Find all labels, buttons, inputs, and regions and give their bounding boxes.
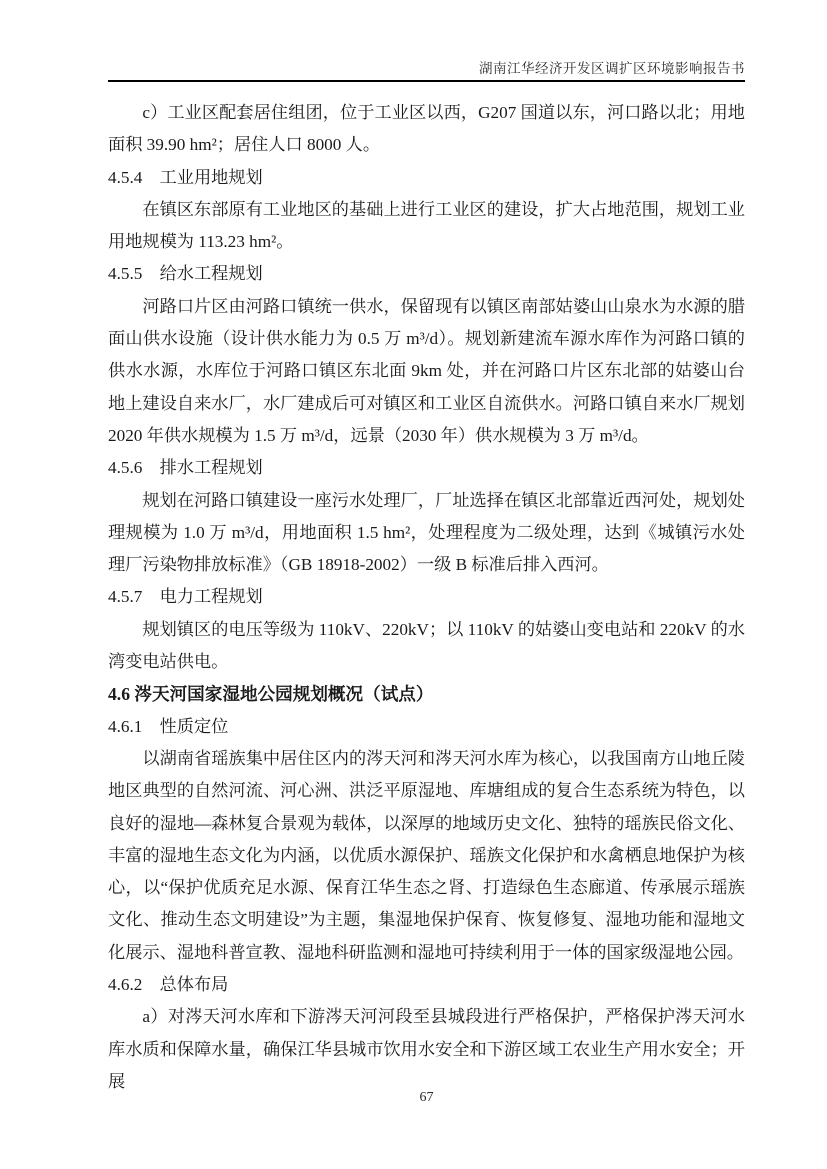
paragraph-residential-cluster: c）工业区配套居住组团，位于工业区以西，G207 国道以东，河口路以北；用地面积 39.90 hm²；居住人口 8000 人。: [108, 103, 745, 155]
paragraph-power: 规划镇区的电压等级为 110kV、220kV；以 110kV 的姑婆山变电站和 220kV 的水湾变电站供电。: [108, 619, 745, 672]
paragraph-water-supply: 河路口片区由河路口镇统一供水，保留现有以镇区南部姑婆山山泉水为水源的腊面山供水设施（设计供水能力为 0.5 万 m³/d）。规划新建流车源水库作为河路口镇的供水水源，水库位于河路口镇区东北面 9km 处，并在河路口片区东北部的姑婆山台地上建设自来水厂，水厂建成后可对镇区和工业区自流供水。河路口镇自来水厂规划 2020 年供水规模为 1.5 万 m³/d，远景（2030 年）供水规模为 3 万 m³/d。: [108, 296, 745, 445]
heading-4-6-1-positioning: 4.6.1 性质定位: [108, 716, 229, 736]
paragraph-layout: a）对涔天河水库和下游涔天河河段至县城段进行严格保护，严格保护涔天河水库水质和保障水量，确保江华县城市饮用水安全和下游区域工农业生产用水安全；开展: [108, 1007, 745, 1091]
heading-4-6-wetland-park: 4.6 涔天河国家湿地公园规划概况（试点）: [108, 684, 434, 705]
heading-4-6-2-layout: 4.6.2 总体布局: [108, 975, 229, 995]
page-number: 67: [419, 1090, 434, 1105]
paragraph-positioning: 以湖南省瑶族集中居住区内的涔天河和涔天河水库为核心，以我国南方山地丘陵地区典型的自然河流、河心洲、洪泛平原湿地、库塘组成的复合生态系统为特色，以良好的湿地—森林复合景观为载体，以深厚的地域历史文化、独特的瑶族民俗文化、丰富的湿地生态文化为内涵，以优质水源保护、瑶族文化保护和水禽栖息地保护为核心，以“保护优质充足水源、保育江华生态之肾、打造绿色生态廊道、传承展示瑶族文化、推动生态文明建设”为主题，集湿地保护保育、恢复修复、湿地功能和湿地文化展示、湿地科普宣教、湿地科研监测和湿地可持续利用于一体的国家级湿地公园。: [108, 748, 745, 962]
header-rule: [108, 80, 745, 82]
paragraph-industrial-land: 在镇区东部原有工业地区的基础上进行工业区的建设，扩大占地范围，规划工业用地规模为 113.23 hm²。: [108, 199, 745, 252]
heading-4-5-7-power: 4.5.7 电力工程规划: [108, 587, 263, 607]
heading-4-5-5-water-supply: 4.5.5 给水工程规划: [108, 264, 263, 284]
heading-4-5-6-drainage: 4.5.6 排水工程规划: [108, 458, 263, 478]
running-header-title: 湖南江华经济开发区调扩区环境影响报告书: [479, 61, 745, 76]
document-body: [108, 97, 745, 1098]
paragraph-drainage: 规划在河路口镇建设一座污水处理厂，厂址选择在镇区北部靠近西河处，规划处理规模为 1.0 万 m³/d，用地面积 1.5 hm²，处理程度为二级处理，达到《城镇污水处理厂污染物排放标准》（GB 18918-2002）一级 B 标准后排入西河。: [108, 490, 745, 575]
heading-4-5-4-industrial-land: 4.5.4 工业用地规划: [108, 167, 263, 187]
